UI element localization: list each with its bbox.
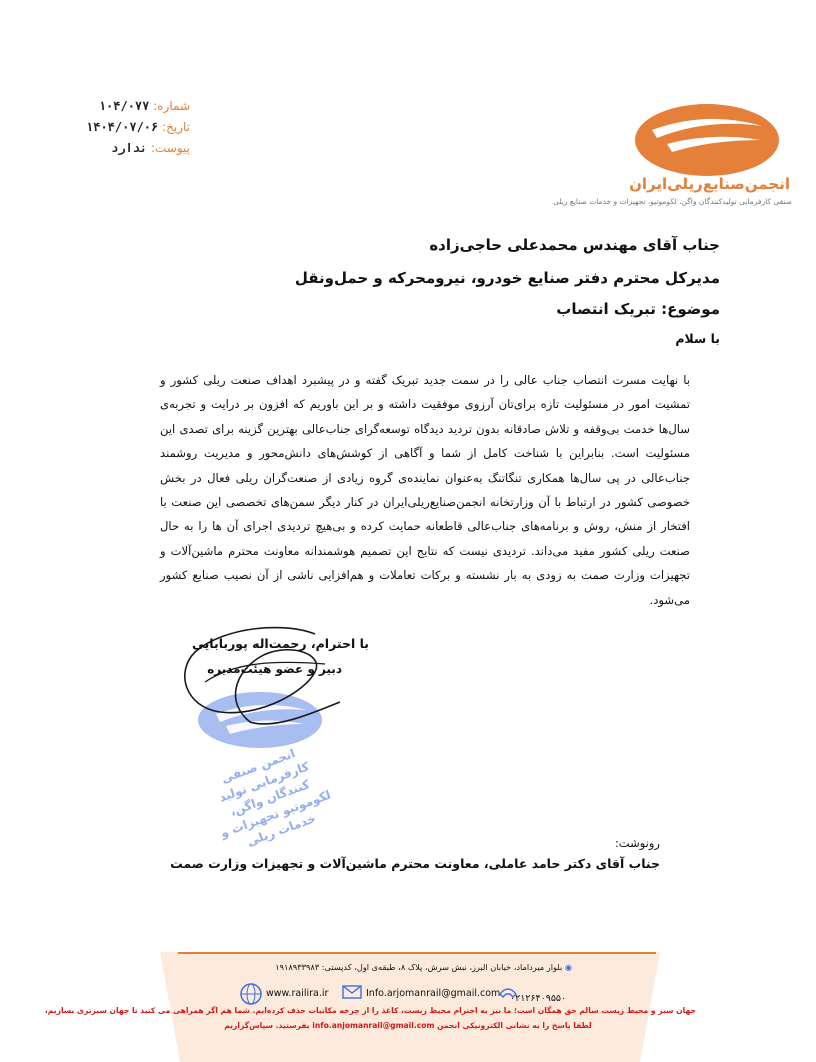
- mail-icon: [342, 985, 362, 1002]
- recipient-title: مدیرکل محترم دفتر صنایع خودرو، نیرومحرکه و حمل‌ونقل: [294, 269, 720, 287]
- signature-name: با احترام، رحمت‌اله پوربابایی: [191, 636, 369, 651]
- letter-date: [70, 117, 190, 138]
- org-subtitle: صنفی کارفرمایی تولیدکنندگان واگن، لکوموتیو، تجهیزات و خدمات صنایع ریلی: [553, 197, 792, 206]
- letter-number: [70, 96, 190, 117]
- email-link[interactable]: Info.arjomanrail@gmail.com: [366, 988, 501, 999]
- letter-meta: [70, 96, 190, 159]
- recipient-name: جناب آقای مهندس محمدعلی حاجی‌زاده: [429, 236, 720, 254]
- footer-divider: [178, 952, 656, 954]
- footer-address: [270, 962, 572, 972]
- org-name: انجمن‌صنایع‌ریلی‌ایران: [629, 175, 790, 193]
- letter-subject: موضوع: تبریک انتصاب: [556, 300, 720, 318]
- number-label: شماره:: [153, 99, 190, 113]
- cc-recipient: جناب آقای دکتر حامد عاملی، معاونت محترم ماشین‌آلات و تجهیزات وزارت صمت: [170, 856, 660, 871]
- cc-label: رونوشت:: [614, 836, 660, 850]
- date-value: ۱۴۰۴/۰۷/۰۶: [86, 120, 159, 134]
- letter-attachment: [70, 138, 190, 159]
- address-text: بلوار میرداماد، خیابان البرز، نبش سرش، پلاک ۸، طبقه‌ی اول، کدپستی: ۱۹۱۸۹۳۳۹۸۳: [275, 962, 563, 972]
- green-notice-line2: لطفا پاسخ را به نشانی الکترونیکی انجمن info.anjomanrail@gmail.com بفرستید. سپاس‌گزاریم: [224, 1021, 592, 1030]
- footer-contacts: [240, 983, 580, 1005]
- date-label: تاریخ:: [162, 120, 190, 134]
- number-value: ۱۰۴/۰۷۷: [98, 99, 150, 113]
- location-pin-icon: ◉: [564, 962, 572, 972]
- phone-number: ۰۲۱۲۶۴۰۹۵۵۰: [510, 993, 567, 1004]
- greeting: با سلام: [675, 331, 720, 346]
- green-notice-line1: جهان سبز و محیط زیست سالم حق همگان است؛ ما نیز به احترام محیط زیست، کاغذ را از چرخه مکاتبات حذف کرده‌ایم. شما هم اگر همراهی می کنید تا جهان سبزتری بسازیم،: [44, 1006, 696, 1015]
- stamp-text: انجمن صنفی کارفرمایی تولید کنندگان واگن، لکوموتیو تجهیزات و خدمات ریلی: [217, 746, 333, 849]
- signature-title: دبیر و عضو هیئت‌مدیره: [207, 662, 342, 676]
- org-logo-icon: [612, 100, 782, 210]
- letter-body: با نهایت مسرت انتصاب جناب عالی را در سمت جدید تبریک گفته و در پیشبرد اهداف صنعت ریلی کشور و تمشیت امور در مسئولیت تازه برای‌تان آرزوی موفقیت داشته و بر این باوریم که افزون بر درایت و تجربه‌ی سال‌ها خدمت بی‌وقفه و تلاش صادقانه بدون تردید دیدگاه توسعه‌گرای جناب‌عالی بهترین گزینه برای تصدی این مسئولیت است. بنابراین با شناخت کامل از شما و آگاهی از کوشش‌های دانش‌محور و مدیریت روشمند جناب‌عالی در پی سال‌ها همکاری تنگاتنگ به‌عنوان نماینده‌ی گروه زیادی از صنعت‌گران ریلی فعال در بخش خصوصی کشور در ارتباط با آن وزارتخانه انجمن‌صنایع‌ریلی‌ایران در کنار دیگر سمن‌های تخصصی این صنعت با افتخار از منش، روش و برنامه‌های جناب‌عالی قاطعانه حمایت کرده و بی‌هیچ تردیدی اجرای آن ها را به حال صنعت ریلی کشور مفید می‌داند. تردیدی نیست که نتایج این تصمیم هوشمندانه معاونت محترم ماشین‌آلات و تجهیزات وزارت صمت به زودی به بار نشسته و برکات تعاملات و هم‌افزایی ناشی از آن نصیب صنایع کشور می‌شود.: [160, 373, 690, 607]
- attachment-value: ندارد: [111, 141, 148, 155]
- attachment-label: پیوست:: [150, 141, 190, 155]
- globe-icon: [240, 983, 262, 1008]
- website-link[interactable]: www.railira.ir: [266, 988, 329, 999]
